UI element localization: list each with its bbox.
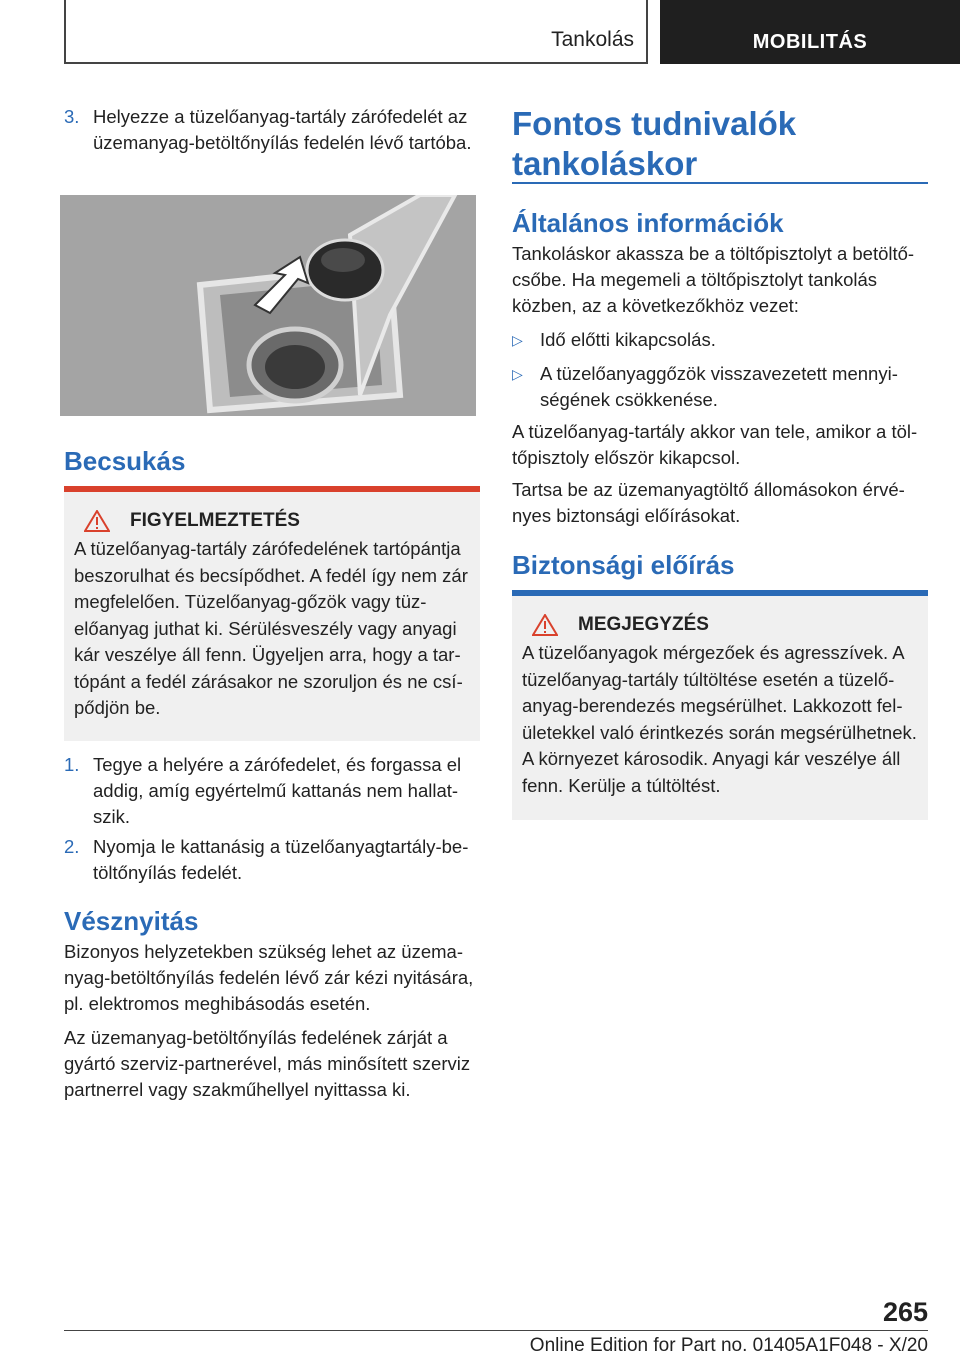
- warning-triangle-icon: [84, 510, 110, 532]
- general-paragraph: Tankoláskor akassza be a töltőpisztolyt a betöltőcsőbe. Ha megemeli a töltőpisztolyt tankolás közben, az a következőkhöz vezet:: [512, 243, 915, 316]
- main-title-line-2: tankoláskor: [512, 145, 698, 182]
- header-chapter-label: MOBILITÁS: [752, 31, 868, 53]
- step-text: Nyomja le kattanásig a tüzelőanyagtartály-betöltőnyílás fedelét.: [93, 836, 469, 883]
- note-text: A tüzelőanyagok mérgezőek és agresszívek. A tüzelőanyag-tartály túltöltése esetén a tüzelőanyag-berendezés megsérülhet. Lakkozott felületekkel való érintkezés során megsérülhetnek. A környezet károsodik. Anyagi kár veszélye áll fenn. Kerülje a túltöltést.: [522, 642, 917, 796]
- bullet-text: Idő előtti kikapcsolás.: [540, 329, 716, 350]
- step-3: [64, 104, 480, 156]
- warning-triangle-icon: [532, 614, 558, 636]
- page-number: 265: [882, 1297, 928, 1327]
- warning-text: A tüzelőanyag-tartály zárófedelének tartópántja beszorulhat és becsípődhet. A fedél így nem zár megfelelően. Tüzelőanyag-gőzök vagy tüzelőanyag juthat ki. Sérülésveszély vagy anyagi kár veszélye áll fenn. Ügyeljen arra, hogy a tartópánt a fedél zárásakor ne szoruljon és ne csípődjön be.: [74, 538, 468, 718]
- vesznyitas-paragraph-2: Az üzemanyag-betöltőnyílás fedelének zárját a gyártó szerviz-partnerével, más minősített szerviz partnerrel vagy szakműhellyel nyittassa ki.: [64, 1027, 471, 1100]
- step-number: 1.: [64, 754, 80, 775]
- step-text: Tegye a helyére a zárófedelet, és forgassa el addig, amíg egyértelmű kattanás nem hallatszik.: [93, 754, 462, 827]
- header-section-box: [64, 0, 648, 64]
- triangle-bullet-icon: ▷: [512, 332, 523, 348]
- section-title-general: Általános információk: [512, 208, 784, 238]
- safety-heading-wrap: [512, 550, 928, 581]
- header-section-title: Tankolás: [551, 28, 634, 51]
- section-title-safety: Biztonsági előírás: [512, 550, 735, 580]
- footer-rule: [64, 1330, 928, 1331]
- right-paragraph-2: A tüzelőanyag-tartály akkor van tele, amikor a töltőpisztoly először kikapcsol.: [512, 421, 918, 468]
- edition-text: Online Edition for Part no. 01405A1F048 - X/20: [529, 1335, 928, 1356]
- triangle-bullet-icon: ▷: [512, 366, 523, 382]
- main-title-line-1: Fontos tudnivalók: [512, 105, 797, 142]
- section-title-vesznyitas: Vésznyitás: [64, 906, 199, 936]
- fuel-cap-photo: [60, 195, 476, 416]
- note-title: MEGJEGYZÉS: [578, 614, 709, 635]
- becsukas-heading-wrap: [64, 446, 480, 477]
- title-underline: [512, 182, 928, 184]
- header-chapter-tab: [660, 0, 960, 64]
- step-text: Helyezze a tüzelőanyag-tartály zárófedelét az üzemanyag-betöltőnyílás fedelén lévő tartóba.: [93, 106, 472, 153]
- section-title-becsukas: Becsukás: [64, 446, 186, 476]
- right-paragraph-3: Tartsa be az üzemanyagtöltő állomásokon érvényes biztonsági előírásokat.: [512, 479, 905, 526]
- vesznyitas-paragraph-1: Bizonyos helyzetekben szükség lehet az üzemanyag-betöltőnyílás fedelén lévő zár kézi nyitására, pl. elektromos meghibásodás esetén.: [64, 941, 474, 1014]
- bullet-text: A tüzelőanyaggőzök visszavezetett mennyiségének csökkenése.: [540, 363, 898, 410]
- warning-title: FIGYELMEZTETÉS: [130, 510, 300, 531]
- bullet-item-2: [512, 361, 928, 413]
- step-1: [64, 752, 480, 830]
- step-number: 2.: [64, 836, 80, 857]
- note-box: [512, 590, 928, 820]
- general-info-section: [512, 208, 928, 529]
- step-number: 3.: [64, 106, 80, 127]
- bullet-item-1: [512, 327, 928, 353]
- main-title-wrap: [512, 104, 928, 184]
- step-2: [64, 834, 480, 886]
- warning-box: [64, 486, 480, 741]
- vesznyitas-section: [64, 906, 480, 1103]
- fuel-cap-illustration: [60, 195, 476, 416]
